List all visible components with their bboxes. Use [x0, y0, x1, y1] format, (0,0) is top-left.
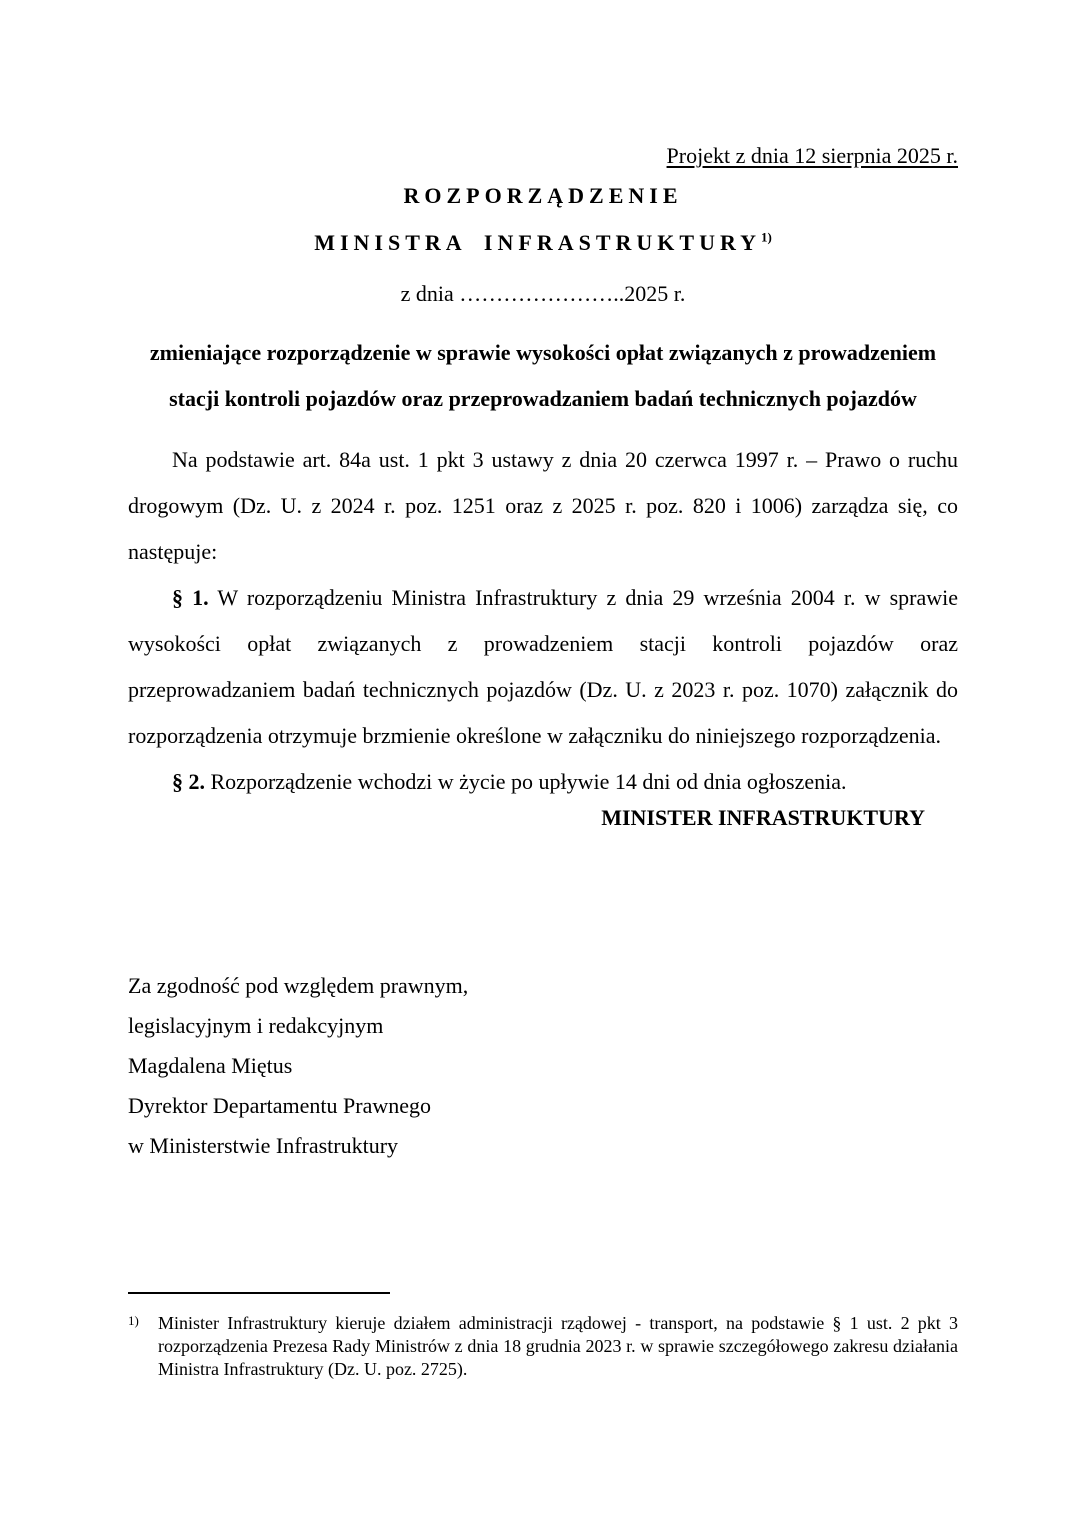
signer-organization: w Ministerstwie Infrastruktury	[128, 1133, 399, 1158]
project-date-label: Projekt z dnia 12 sierpnia 2025 r.	[666, 143, 958, 168]
project-date-line	[128, 143, 958, 169]
regulation-title	[128, 183, 958, 209]
section-2-paragraph	[128, 759, 958, 805]
signer-title: Dyrektor Departamentu Prawnego	[128, 1093, 432, 1118]
section-1-text: W rozporządzeniu Ministra Infrastruktury z dnia 29 września 2004 r. w sprawie wysokości opłat związanych z prowadzeniem stacji kontroli pojazdów oraz przeprowadzaniem badań technicznych pojazdów (Dz. U. z 2023 r. poz. 1070) załącznik do rozporządzenia otrzymuje brzmienie określone w załączniku do niniejszego rozporządzenia.	[128, 585, 959, 748]
regulation-subject: zmieniające rozporządzenie w sprawie wysokości opłat związanych z prowadzeniem stacji kontroli pojazdów oraz przeprowadzaniem badań technicznych pojazdów	[149, 340, 937, 411]
section-2-text: Rozporządzenie wchodzi w życie po upływie 14 dni od dnia ogłoszenia.	[210, 769, 847, 794]
section-1-paragraph	[128, 575, 958, 759]
section-2-label: § 2.	[172, 769, 205, 794]
footnote-separator	[128, 1292, 390, 1294]
approval-line-2: legislacyjnym i redakcyjnym	[128, 1013, 384, 1038]
regulation-title-text: ROZPORZĄDZENIE	[403, 183, 683, 208]
footnote-text: Minister Infrastruktury kieruje działem administracji rządowej - transport, na podstawie § 1 ust. 2 pkt 3 rozporządzenia Prezesa Rady Ministrów z dnia 18 grudnia 2023 r. w sprawie szczegółowego zakresu działania Ministra Infrastruktury (Dz. U. poz. 2725).	[158, 1313, 958, 1379]
section-1-label: § 1.	[172, 585, 209, 610]
footnote-area	[128, 1292, 958, 1381]
signer-name: Magdalena Miętus	[128, 1053, 293, 1078]
preamble-paragraph: Na podstawie art. 84a ust. 1 pkt 3 ustawy z dnia 20 czerwca 1997 r. – Prawo o ruchu drogowym (Dz. U. z 2024 r. poz. 1251 oraz z 2025 r. poz. 820 i 1006) zarządza się, co następuje:	[128, 447, 958, 564]
title-footnote-ref: 1)	[760, 229, 772, 245]
minister-title-text: MINISTRA INFRASTRUKTURY	[314, 230, 761, 255]
minister-signature: MINISTER INFRASTRUKTURY	[601, 805, 925, 830]
approval-block	[128, 966, 468, 1166]
date-placeholder-line: z dnia …………………..2025 r.	[400, 281, 686, 306]
footnote-ref: 1)	[128, 1313, 139, 1328]
minister-title	[128, 230, 958, 256]
footnote	[128, 1312, 958, 1381]
approval-line-1: Za zgodność pod względem prawnym,	[128, 973, 469, 998]
